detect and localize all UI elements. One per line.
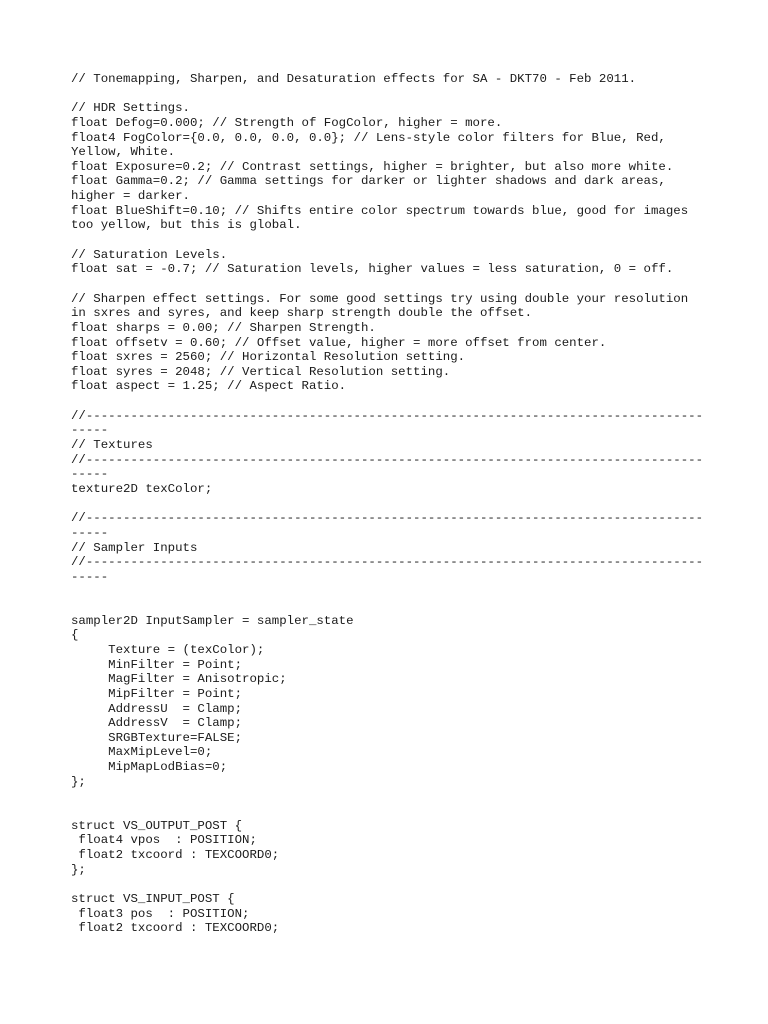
code-line: float offsetv = 0.60; // Offset value, higher = more offset from center.	[71, 335, 607, 350]
code-line: struct VS_OUTPUT_POST {	[71, 818, 243, 833]
code-line: float4 vpos : POSITION;	[71, 833, 257, 848]
code-line: struct VS_INPUT_POST {	[71, 891, 235, 906]
code-line: // Tonemapping, Sharpen, and Desaturation effects for SA - DKT70 - Feb 2011.	[71, 72, 637, 86]
code-line: //-----------------------------------------------------------------------------------	[71, 511, 704, 526]
code-line: float3 pos : POSITION;	[71, 906, 250, 921]
code-line: // Saturation Levels.	[71, 247, 228, 262]
code-line: float sharps = 0.00; // Sharpen Strength.	[71, 320, 376, 335]
code-line	[71, 87, 711, 102]
code-line	[71, 804, 711, 819]
code-line: float sat = -0.7; // Saturation levels, higher values = less saturation, 0 = off.	[71, 262, 674, 277]
code-line: float aspect = 1.25; // Aspect Ratio.	[71, 379, 347, 394]
code-line	[71, 789, 711, 804]
code-line	[71, 233, 711, 248]
code-line: //-----------------------------------------------------------------------------------	[71, 452, 704, 467]
code-line: SRGBTexture=FALSE;	[71, 730, 243, 745]
code-line	[71, 877, 711, 892]
code-line: MaxMipLevel=0;	[71, 745, 213, 760]
code-line: float BlueShift=0.10; // Shifts entire color spectrum towards blue, good for images	[71, 203, 689, 218]
code-line: -----	[71, 467, 109, 482]
code-document	[71, 72, 711, 936]
code-line: // Textures	[71, 438, 153, 453]
code-line	[71, 599, 711, 614]
code-line: // HDR Settings.	[71, 101, 190, 116]
code-line: };	[71, 774, 86, 789]
code-line: MagFilter = Anisotropic;	[71, 672, 287, 687]
code-line: -----	[71, 569, 109, 584]
code-line: // Sharpen effect settings. For some good settings try using double your resolution	[71, 291, 689, 306]
code-line: in sxres and syres, and keep sharp strength double the offset.	[71, 306, 533, 321]
code-line: float syres = 2048; // Vertical Resolution setting.	[71, 364, 451, 379]
code-line	[71, 394, 711, 409]
code-line: texture2D texColor;	[71, 481, 213, 496]
code-line: MinFilter = Point;	[71, 657, 243, 672]
code-line	[71, 277, 711, 292]
code-line	[71, 584, 711, 599]
code-line: //-----------------------------------------------------------------------------------	[71, 408, 704, 423]
code-line: -----	[71, 423, 109, 438]
code-line: float sxres = 2560; // Horizontal Resolution setting.	[71, 350, 466, 365]
code-line: Texture = (texColor);	[71, 642, 265, 657]
code-line: //-----------------------------------------------------------------------------------	[71, 555, 704, 570]
code-line: float Gamma=0.2; // Gamma settings for darker or lighter shadows and dark areas,	[71, 174, 666, 189]
code-line: higher = darker.	[71, 189, 190, 204]
code-line: MipMapLodBias=0;	[71, 760, 228, 775]
code-line: float Defog=0.000; // Strength of FogColor, higher = more.	[71, 115, 503, 130]
code-line: float Exposure=0.2; // Contrast settings, higher = brighter, but also more white.	[71, 159, 674, 174]
code-line: float2 txcoord : TEXCOORD0;	[71, 847, 280, 862]
code-line	[71, 497, 711, 512]
code-line: AddressV = Clamp;	[71, 716, 243, 731]
code-line: // Sampler Inputs	[71, 540, 198, 555]
code-line: Yellow, White.	[71, 145, 176, 160]
code-line: MipFilter = Point;	[71, 686, 243, 701]
code-line: };	[71, 862, 86, 877]
code-line: float2 txcoord : TEXCOORD0;	[71, 921, 280, 936]
code-line: AddressU = Clamp;	[71, 701, 243, 716]
code-line: {	[71, 628, 79, 643]
code-line: sampler2D InputSampler = sampler_state	[71, 613, 354, 628]
code-line: -----	[71, 525, 109, 540]
code-line: too yellow, but this is global.	[71, 218, 302, 233]
code-line: float4 FogColor={0.0, 0.0, 0.0, 0.0}; // Lens-style color filters for Blue, Red,	[71, 130, 666, 145]
